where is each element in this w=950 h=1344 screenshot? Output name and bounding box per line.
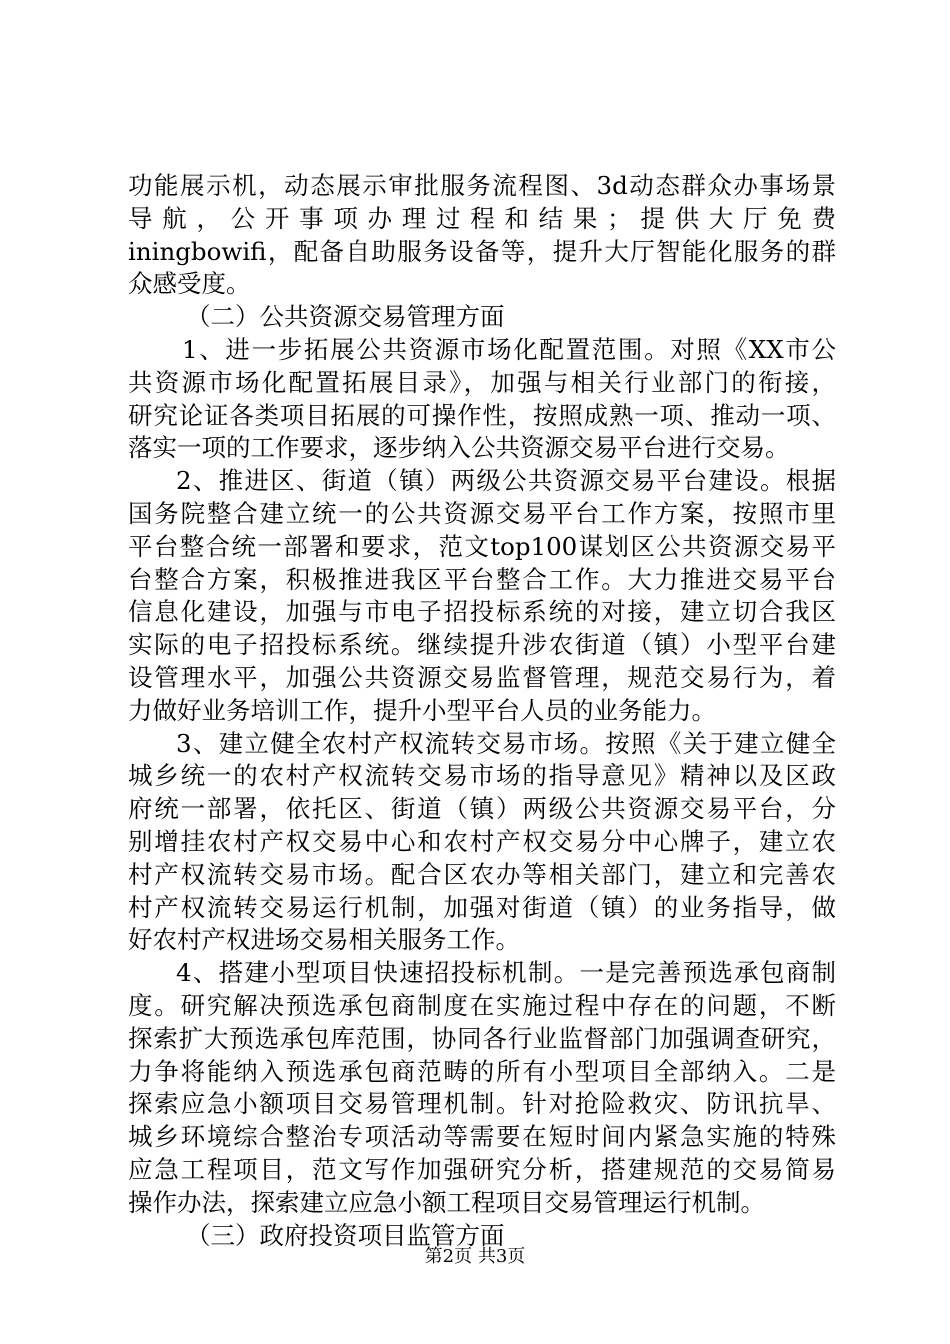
text-line: 城乡环境综合整治专项活动等需要在短时间内紧急实施的特殊 — [128, 1122, 836, 1152]
text-line: 设管理水平，加强公共资源交易监督管理，规范交易行为，着 — [128, 662, 836, 692]
text-line: 力争将能纳入预选承包商范畴的所有小型项目全部纳入。二是 — [128, 1056, 836, 1086]
text-line: 功能展示机，动态展示审批服务流程图、3d动态群众办事场景 — [128, 171, 836, 200]
text-line: 村产权流转交易市场。配合区农办等相关部门，建立和完善农 — [128, 859, 836, 889]
section-heading: （三）政府投资项目监管方面 — [186, 1220, 505, 1250]
section-heading: （二）公共资源交易管理方面 — [186, 302, 505, 332]
text-line: 实际的电子招投标系统。继续提升涉农街道（镇）小型平台建 — [128, 630, 836, 660]
text-line: 1、进一步拓展公共资源市场化配置范围。对照《XX市公 — [182, 334, 836, 364]
text-line: 府统一部署，依托区、街道（镇）两级公共资源交易平台，分 — [128, 794, 836, 824]
text-line: 城乡统一的农村产权流转交易市场的指导意见》精神以及区政 — [128, 761, 836, 791]
text-line: 操作办法，探索建立应急小额工程项目交易管理运行机制。 — [128, 1187, 765, 1217]
text-line: 共资源市场化配置拓展目录》，加强与相关行业部门的衔接， — [128, 367, 836, 397]
text-line: 国务院整合建立统一的公共资源交易平台工作方案，按照市里 — [128, 498, 836, 528]
text-line: 探索应急小额项目交易管理机制。针对抢险救灾、防讯抗旱、 — [128, 1089, 836, 1119]
text-line: 落实一项的工作要求，逐步纳入公共资源交易平台进行交易。 — [128, 433, 790, 463]
text-line: 3、建立健全农村产权流转交易市场。按照《关于建立健全 — [176, 728, 836, 758]
text-line: 好农村产权进场交易相关服务工作。 — [128, 925, 520, 955]
body-text — [128, 170, 836, 1252]
text-line: 众感受度。 — [128, 269, 251, 299]
text-line: 力做好业务培训工作，提升小型平台人员的业务能力。 — [128, 695, 716, 725]
text-line: 导 航 ， 公 开 事 项 办 理 过 程 和 结 果 ； 提 供 大 厅 免 费 — [128, 203, 836, 233]
text-line: 别增挂农村产权交易中心和农村产权交易分中心牌子，建立农 — [128, 826, 836, 856]
text-line: 村产权流转交易运行机制，加强对街道（镇）的业务指导，做 — [128, 892, 836, 922]
text-line: 2、推进区、街道（镇）两级公共资源交易平台建设。根据 — [176, 466, 836, 496]
text-line: 度。研究解决预选承包商制度在实施过程中存在的问题，不断 — [128, 990, 836, 1020]
page-number-footer: 第2页 共3页 — [424, 1246, 526, 1267]
text-line: 信息化建设，加强与市电子招投标系统的对接，建立切合我区 — [128, 597, 836, 627]
text-line: iningbowifi，配备自助服务设备等，提升大厅智能化服务的群 — [128, 236, 836, 266]
text-line: 台整合方案，积极推进我区平台整合工作。大力推进交易平台 — [128, 564, 836, 594]
text-line: 4、搭建小型项目快速招投标机制。一是完善预选承包商制 — [176, 958, 836, 988]
text-line: 平台整合统一部署和要求，范文top100谋划区公共资源交易平 — [128, 531, 836, 561]
text-line: 研究论证各类项目拓展的可操作性，按照成熟一项、推动一项、 — [128, 400, 836, 430]
text-line: 探索扩大预选承包库范围，协同各行业监督部门加强调查研究， — [128, 1023, 836, 1053]
text-line: 应急工程项目，范文写作加强研究分析，搭建规范的交易简易 — [128, 1154, 836, 1184]
